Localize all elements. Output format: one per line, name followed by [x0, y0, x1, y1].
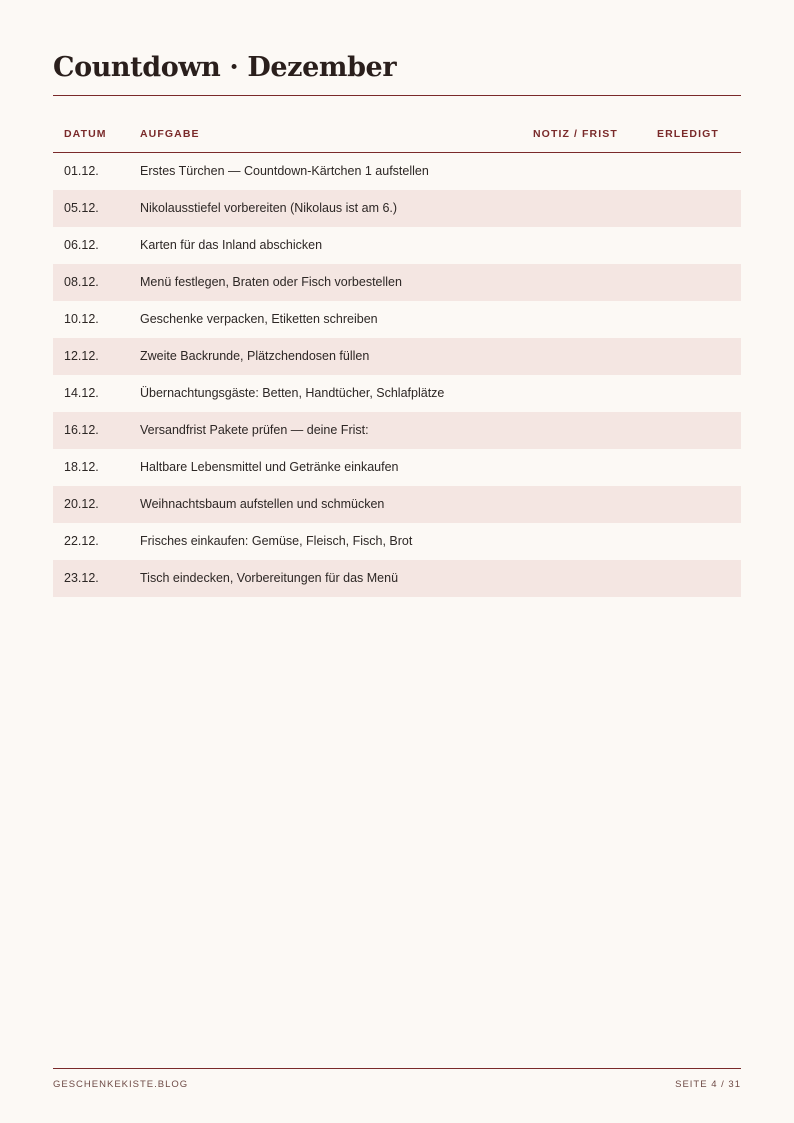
row-date: 06.12.: [64, 238, 99, 252]
footer-divider: [53, 1068, 741, 1069]
header-date: DATUM: [64, 128, 107, 140]
row-task: Frisches einkaufen: Gemüse, Fleisch, Fisch, Brot: [140, 534, 413, 548]
row-task: Zweite Backrunde, Plätzchendosen füllen: [140, 349, 370, 363]
row-task: Tisch eindecken, Vorbereitungen für das Menü: [140, 571, 399, 585]
table-row: [53, 449, 741, 486]
row-date: 10.12.: [64, 312, 99, 326]
row-task: Haltbare Lebensmittel und Getränke einkaufen: [140, 460, 399, 474]
row-date: 16.12.: [64, 423, 99, 437]
table-row: [53, 412, 741, 449]
table-body: [53, 153, 741, 597]
table-row: [53, 227, 741, 264]
header-note: NOTIZ / FRIST: [533, 128, 618, 140]
row-task: Übernachtungsgäste: Betten, Handtücher, Schlafplätze: [140, 386, 445, 400]
countdown-table: [53, 116, 741, 597]
footer-site: GESCHENKEKISTE.BLOG: [53, 1079, 189, 1090]
footer-page-number: SEITE 4 / 31: [675, 1079, 741, 1090]
table-row: [53, 338, 741, 375]
row-task: Versandfrist Pakete prüfen — deine Frist:: [140, 423, 369, 437]
row-date: 18.12.: [64, 460, 99, 474]
row-date: 12.12.: [64, 349, 99, 363]
row-date: 20.12.: [64, 497, 99, 511]
header-done: ERLEDIGT: [657, 128, 719, 140]
row-date: 08.12.: [64, 275, 99, 289]
table-row: [53, 264, 741, 301]
row-task: Nikolausstiefel vorbereiten (Nikolaus ist am 6.): [140, 201, 398, 215]
row-task: Erstes Türchen — Countdown-Kärtchen 1 aufstellen: [140, 164, 429, 178]
title-divider: [53, 95, 741, 96]
row-date: 14.12.: [64, 386, 99, 400]
row-date: 05.12.: [64, 201, 99, 215]
row-task: Weihnachtsbaum aufstellen und schmücken: [140, 497, 385, 511]
table-row: [53, 190, 741, 227]
table-row: [53, 153, 741, 190]
table-row: [53, 523, 741, 560]
table-row: [53, 560, 741, 597]
table-row: [53, 486, 741, 523]
row-date: 01.12.: [64, 164, 99, 178]
header-task: AUFGABE: [140, 128, 200, 140]
table-row: [53, 301, 741, 338]
row-task: Menü festlegen, Braten oder Fisch vorbestellen: [140, 275, 402, 289]
page-title: Countdown · Dezember: [53, 52, 397, 83]
table-row: [53, 375, 741, 412]
row-date: 23.12.: [64, 571, 99, 585]
table-header: [53, 116, 741, 153]
row-task: Karten für das Inland abschicken: [140, 238, 323, 252]
row-task: Geschenke verpacken, Etiketten schreiben: [140, 312, 378, 326]
row-date: 22.12.: [64, 534, 99, 548]
